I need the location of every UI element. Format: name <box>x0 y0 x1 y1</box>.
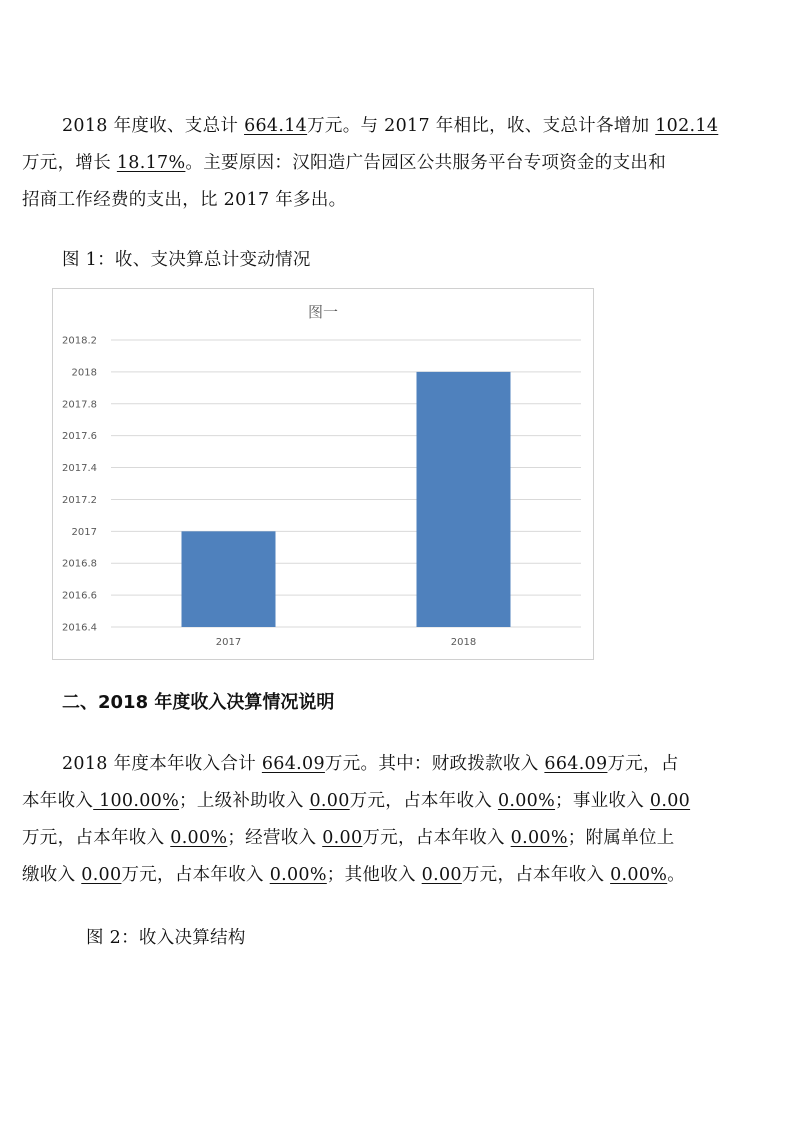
section2-heading: 二、2018 年度收入决算情况说明 <box>62 692 335 713</box>
text: 万元。与 2017 年相比，收、支总计各增加 <box>307 116 656 136</box>
superior-pct-value: 0.00% <box>497 791 556 811</box>
increase-value: 102.14 <box>655 116 719 136</box>
chart-canvas <box>53 289 593 659</box>
y-tick-label: 2016.6 <box>62 590 97 602</box>
y-tick-label: 2016.4 <box>62 622 97 634</box>
operating-value: 0.00 <box>322 828 363 848</box>
fiscal-value: 664.09 <box>544 754 608 774</box>
affiliated-value: 0.00 <box>81 865 122 885</box>
y-tick-label: 2017 <box>71 526 97 538</box>
x-tick-label: 2018 <box>450 637 477 648</box>
text: 。主要原因：汉阳造广告园区公共服务平台专项资金的支出和 <box>185 153 667 173</box>
affiliated-pct-value: 0.00% <box>269 865 327 885</box>
superior-value: 0.00 <box>309 791 350 811</box>
total-value: 664.14 <box>244 116 308 136</box>
text: ；其他收入 <box>326 865 422 885</box>
bar-2017 <box>182 531 276 627</box>
text: 万元。其中：财政拨款收入 <box>324 754 545 774</box>
text: 万元，占本年收入 <box>461 865 611 885</box>
text: 万元，占本年收入 <box>121 865 270 885</box>
para2-line1 <box>62 750 679 775</box>
text: 万元，增长 <box>22 153 117 173</box>
other-pct-value: 0.00% <box>610 865 668 885</box>
y-tick-label: 2017.8 <box>62 399 97 411</box>
fiscal-pct-value: 100.00% <box>93 791 180 811</box>
text: 万元，占本年收入 <box>22 828 171 848</box>
business-pct-value: 0.00% <box>170 828 228 848</box>
text: ；经营收入 <box>227 828 323 848</box>
text: ；事业收入 <box>555 791 650 811</box>
business-value: 0.00 <box>649 791 691 811</box>
bar-chart <box>52 288 594 660</box>
text: ；附属单位上 <box>567 828 675 848</box>
para1-line2 <box>22 149 666 174</box>
text: 万元，占本年收入 <box>362 828 511 848</box>
figure1-caption: 图 1：收、支决算总计变动情况 <box>62 250 311 270</box>
y-tick-label: 2016.8 <box>62 558 97 570</box>
text: 万元，占 <box>607 754 679 774</box>
para2-line3 <box>22 824 675 849</box>
other-value: 0.00 <box>421 865 462 885</box>
figure2-caption: 图 2：收入决算结构 <box>86 928 246 948</box>
text: 2018 年度收、支总计 <box>62 116 245 136</box>
x-tick-label: 2017 <box>215 637 242 648</box>
bar-2018 <box>417 372 511 627</box>
text: 万元，占本年收入 <box>349 791 498 811</box>
para1-line3 <box>22 186 346 211</box>
y-tick-label: 2018.2 <box>62 335 97 347</box>
operating-pct-value: 0.00% <box>510 828 568 848</box>
y-tick-label: 2017.2 <box>62 494 97 506</box>
y-tick-label: 2017.4 <box>62 463 97 475</box>
para2-line2 <box>22 787 690 812</box>
para2-line4 <box>22 861 685 886</box>
chart-title: 图一 <box>307 303 339 321</box>
text: 2018 年度本年收入合计 <box>62 754 262 774</box>
para1-line1 <box>62 112 718 137</box>
growth-value: 18.17% <box>116 153 186 173</box>
text: 招商工作经费的支出，比 2017 年多出。 <box>22 190 347 210</box>
text: 本年收入 <box>22 791 94 811</box>
text: 。 <box>667 865 686 885</box>
text: ；上级补助收入 <box>179 791 310 811</box>
y-tick-label: 2017.6 <box>62 431 97 443</box>
y-tick-label: 2018 <box>71 367 97 379</box>
text: 缴收入 <box>22 865 82 885</box>
income-total-value: 664.09 <box>261 754 325 774</box>
